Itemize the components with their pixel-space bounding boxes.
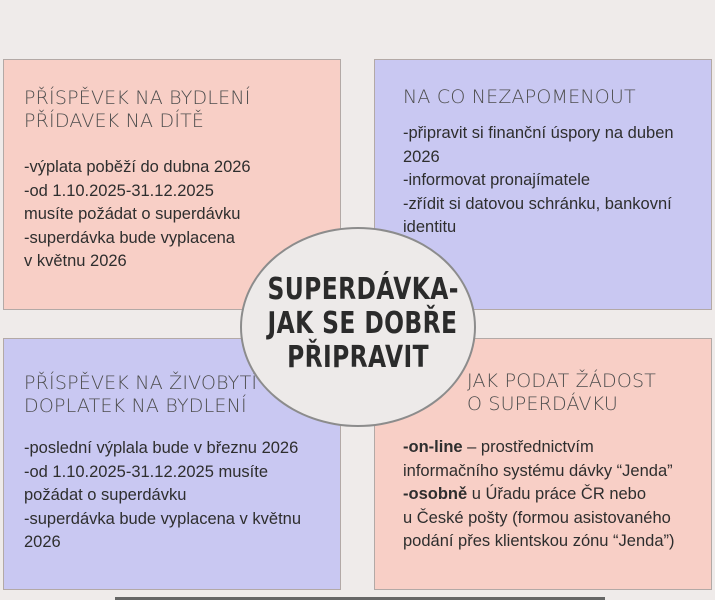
body-line: -výplata poběží do dubna 2026 [24,158,251,176]
title-line: JAK PODAT ŽÁDOST [467,370,657,392]
body-line: -zřídit si datovou schránku, bankovní [403,194,672,213]
center-title-line: SUPERDÁVKA- [267,272,459,307]
title-line: PŘÍSPĚVEK NA BYDLENÍ [24,87,251,109]
body-line: -od 1.10.2025-31.12.2025 [24,181,214,200]
card-title [403,86,636,109]
body-line: identitu [403,218,457,236]
body-line: musíte požádat o superdávku [24,205,241,223]
card-title [24,87,251,133]
title-line: NA CO NEZAPOMENOUT [403,86,636,108]
title-line: DOPLATEK NA BYDLENÍ [24,395,247,417]
body-line [403,436,675,460]
online-label: -on-line [403,438,463,456]
body-line: -poslední výplala bude v březnu 2026 [24,439,299,457]
body-line: podání přes klientskou zónu “Jenda”) [403,532,675,550]
body-line: -superdávka bude vyplacena v květnu [24,509,302,528]
online-text: – prostřednictvím [462,438,594,456]
card-title [467,370,656,416]
body-line: -informovat pronajímatele [403,171,591,189]
card-body [403,122,674,240]
center-title-line: JAK SE DOBŘE [267,306,458,341]
personal-text: u Úřadu práce ČR nebo [467,485,647,503]
title-line: PŘÍSPĚVEK NA ŽIVOBYTÍ [24,372,258,394]
body-line: 2026 [403,147,440,166]
card-body [24,437,301,555]
center-title-line: PŘIPRAVIT [287,340,429,375]
center-title [267,272,459,375]
body-line: v květnu 2026 [24,252,127,270]
body-line: -od 1.10.2025-31.12.2025 musíte [24,462,269,481]
title-line: O SUPERDÁVKU [467,393,618,415]
card-body [24,156,251,274]
body-line: -připravit si finanční úspory na duben [403,124,674,142]
card-title [24,372,257,418]
body-line: u České pošty (formou asistovaného [403,508,671,527]
body-line: informačního systému dávky “Jenda” [403,461,673,480]
personal-label: -osobně [403,485,468,503]
center-circle [240,227,476,427]
body-line: -superdávka bude vyplacena [24,228,235,247]
body-line: 2026 [24,533,61,551]
body-line [403,483,675,507]
card-body [403,436,675,554]
title-line: PŘÍDAVEK NA DÍTĚ [24,110,205,132]
body-line: požádat o superdávku [24,486,187,504]
